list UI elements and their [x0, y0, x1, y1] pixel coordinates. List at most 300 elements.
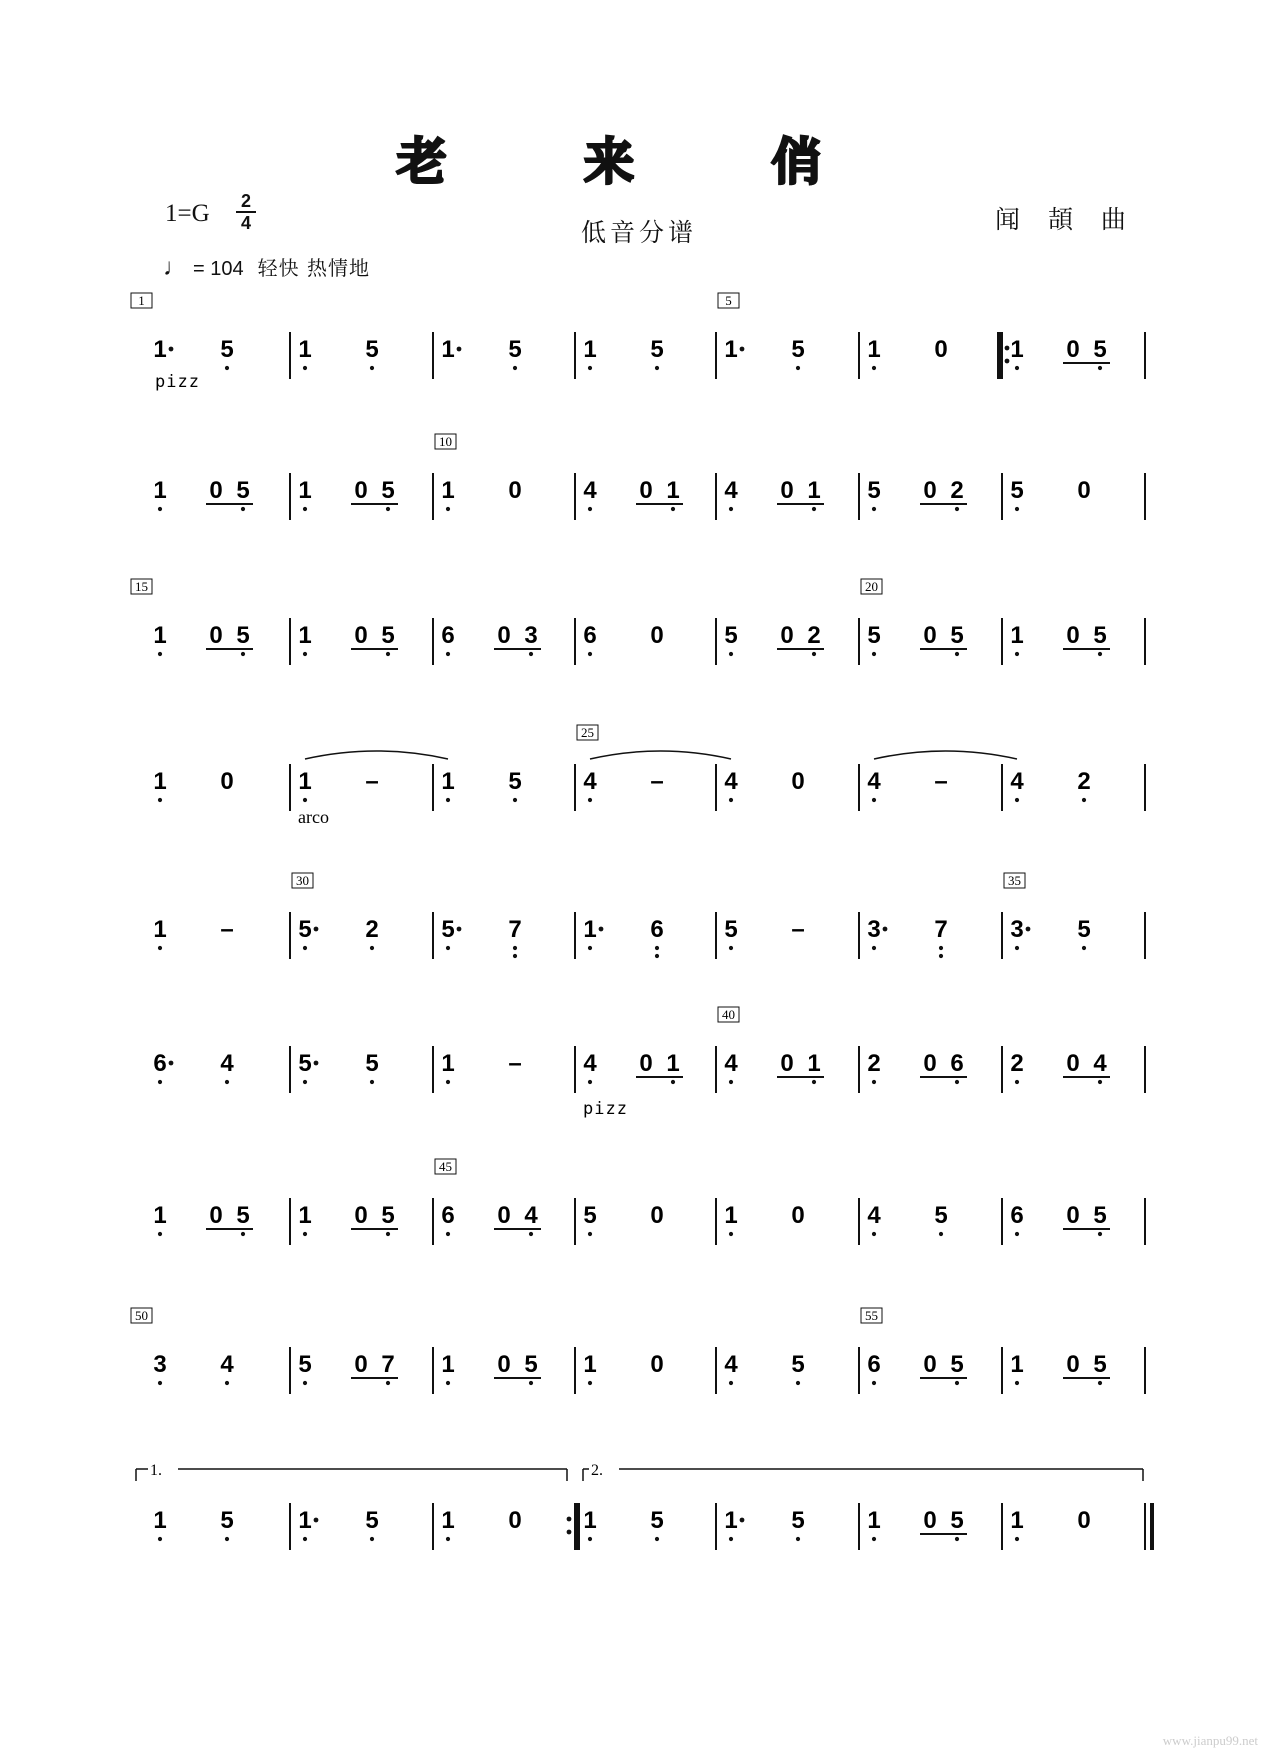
measure-number: 55: [865, 1308, 878, 1323]
note: 1: [441, 336, 455, 363]
note: 2: [950, 477, 964, 504]
measure-number: 30: [296, 873, 309, 888]
note: 5: [298, 916, 312, 943]
octave-dot-low: [1098, 1080, 1102, 1084]
measure-number: 5: [725, 293, 732, 308]
octave-dot-low: [812, 507, 816, 511]
dot-augmentation: [457, 347, 462, 352]
dot-augmentation: [314, 1518, 319, 1523]
octave-dot-low: [529, 1232, 533, 1236]
note: 1: [583, 916, 597, 943]
note: 4: [1093, 1050, 1107, 1077]
octave-dot-low: [158, 1080, 162, 1084]
note: 1: [298, 768, 312, 795]
note: 0: [209, 477, 223, 504]
octave-dot-low: [303, 1537, 307, 1541]
note: 5: [934, 1202, 948, 1229]
time-signature-bottom: 4: [240, 213, 251, 233]
score-title: 老 来 俏: [396, 133, 882, 191]
tie-arc: [874, 751, 1017, 759]
note: 1: [298, 477, 312, 504]
octave-dot-low: [655, 946, 659, 950]
note: 5: [791, 1507, 805, 1534]
octave-dot-low: [955, 1537, 959, 1541]
octave-dot-low: [671, 1080, 675, 1084]
note: 5: [298, 1050, 312, 1077]
note: 1: [153, 916, 167, 943]
octave-dot-low: [729, 1381, 733, 1385]
note: 1: [153, 768, 167, 795]
repeat-dot: [567, 1530, 572, 1535]
note: 5: [220, 1507, 234, 1534]
note: 5: [950, 1351, 964, 1378]
tie-arc: [305, 751, 448, 759]
note: 0: [508, 477, 522, 504]
note: 6: [867, 1351, 881, 1378]
octave-dot-low: [241, 507, 245, 511]
time-signature-top: 2: [240, 191, 251, 211]
octave-dot-low: [158, 652, 162, 656]
octave-dot-low: [225, 1537, 229, 1541]
note: 0: [1066, 622, 1080, 649]
dot-augmentation: [457, 927, 462, 932]
note: 1: [441, 1050, 455, 1077]
octave-dot-low: [303, 1080, 307, 1084]
note: 2: [867, 1050, 881, 1077]
note: 1: [441, 768, 455, 795]
note: 3: [153, 1351, 167, 1378]
octave-dot-low: [872, 652, 876, 656]
octave-dot-low: [729, 1080, 733, 1084]
note: 0: [354, 622, 368, 649]
quarter-note-icon: ♩: [163, 254, 187, 281]
octave-dot-low: [729, 652, 733, 656]
octave-dot-low: [1015, 652, 1019, 656]
measure-number: 45: [439, 1159, 452, 1174]
note: 4: [867, 768, 881, 795]
octave-dot-low: [796, 1537, 800, 1541]
note: –: [220, 916, 234, 943]
note: 1: [807, 477, 821, 504]
note: 1: [1010, 1351, 1024, 1378]
octave-dot-low: [872, 798, 876, 802]
measure-number: 25: [581, 725, 594, 740]
octave-dot-low: [939, 1232, 943, 1236]
octave-dot-low: [1015, 1232, 1019, 1236]
note: 0: [923, 1507, 937, 1534]
octave-dot-low: [370, 1537, 374, 1541]
octave-dot-low: [1015, 366, 1019, 370]
octave-dot-low: [872, 1232, 876, 1236]
volta-second-label: 2.: [591, 1462, 603, 1479]
note: 4: [583, 1050, 597, 1077]
octave-dot-low: [241, 652, 245, 656]
note: 1: [153, 1202, 167, 1229]
note: –: [934, 768, 948, 795]
octave-dot-low: [939, 954, 943, 958]
note: 0: [508, 1507, 522, 1534]
octave-dot-low: [446, 946, 450, 950]
octave-dot-low: [1098, 1232, 1102, 1236]
octave-dot-low: [513, 946, 517, 950]
octave-dot-low: [370, 366, 374, 370]
note: 1: [1010, 1507, 1024, 1534]
note: 1: [583, 1351, 597, 1378]
note: 1: [298, 622, 312, 649]
note: 1: [724, 1507, 738, 1534]
note: 5: [508, 768, 522, 795]
note: 1: [153, 336, 167, 363]
octave-dot-low: [872, 946, 876, 950]
note: 2: [365, 916, 379, 943]
pizz-instruction: pizz: [583, 1099, 628, 1119]
note: 5: [381, 622, 395, 649]
octave-dot-low: [796, 1381, 800, 1385]
octave-dot-low: [303, 1381, 307, 1385]
note: 6: [583, 622, 597, 649]
octave-dot-low: [939, 946, 943, 950]
note: 0: [1077, 1507, 1091, 1534]
note: 4: [724, 1050, 738, 1077]
note: 0: [1066, 1050, 1080, 1077]
dot-augmentation: [314, 927, 319, 932]
note: 6: [441, 1202, 455, 1229]
note: 5: [1093, 336, 1107, 363]
octave-dot-low: [446, 1080, 450, 1084]
note: 5: [298, 1351, 312, 1378]
note: 1: [1010, 622, 1024, 649]
octave-dot-low: [1082, 946, 1086, 950]
octave-dot-low: [225, 1080, 229, 1084]
note: 0: [923, 1351, 937, 1378]
composer: 闻 頡 曲: [995, 205, 1136, 234]
note: 0: [209, 622, 223, 649]
note: 5: [236, 477, 250, 504]
note: 0: [650, 1202, 664, 1229]
note: 0: [497, 1351, 511, 1378]
note: 2: [1010, 1050, 1024, 1077]
octave-dot-low: [812, 652, 816, 656]
octave-dot-low: [729, 798, 733, 802]
note: 6: [650, 916, 664, 943]
octave-dot-low: [655, 1537, 659, 1541]
octave-dot-low: [158, 507, 162, 511]
octave-dot-low: [1098, 1381, 1102, 1385]
dot-augmentation: [169, 1061, 174, 1066]
arco-instruction: arco: [298, 807, 329, 827]
repeat-dot: [567, 1517, 572, 1522]
note: 5: [381, 477, 395, 504]
note: 5: [236, 622, 250, 649]
note: 2: [1077, 768, 1091, 795]
octave-dot-low: [386, 1381, 390, 1385]
note: 2: [807, 622, 821, 649]
octave-dot-low: [1015, 798, 1019, 802]
octave-dot-low: [872, 1381, 876, 1385]
octave-dot-low: [386, 507, 390, 511]
measure-number: 50: [135, 1308, 148, 1323]
octave-dot-low: [1082, 798, 1086, 802]
octave-dot-low: [158, 798, 162, 802]
note: 0: [639, 477, 653, 504]
note: 5: [524, 1351, 538, 1378]
note: 4: [583, 477, 597, 504]
note: –: [365, 768, 379, 795]
note: 6: [153, 1050, 167, 1077]
note: 1: [1010, 336, 1024, 363]
note: 0: [497, 622, 511, 649]
note: 4: [867, 1202, 881, 1229]
octave-dot-low: [446, 1537, 450, 1541]
note: 1: [724, 1202, 738, 1229]
note: 1: [441, 1507, 455, 1534]
note: –: [508, 1050, 522, 1077]
note: 0: [497, 1202, 511, 1229]
note: 5: [1093, 622, 1107, 649]
note: 1: [153, 477, 167, 504]
octave-dot-low: [796, 366, 800, 370]
note: 1: [867, 336, 881, 363]
octave-dot-low: [588, 1080, 592, 1084]
note: 0: [791, 768, 805, 795]
octave-dot-low: [513, 954, 517, 958]
key-signature: 1=G: [165, 200, 210, 227]
octave-dot-low: [529, 1381, 533, 1385]
octave-dot-low: [1015, 1381, 1019, 1385]
octave-dot-low: [513, 798, 517, 802]
octave-dot-low: [872, 1537, 876, 1541]
octave-dot-low: [225, 366, 229, 370]
note: 5: [508, 336, 522, 363]
note: 1: [153, 622, 167, 649]
octave-dot-low: [955, 652, 959, 656]
note: 1: [441, 477, 455, 504]
octave-dot-low: [303, 1232, 307, 1236]
octave-dot-low: [386, 652, 390, 656]
octave-dot-low: [446, 798, 450, 802]
note: 3: [524, 622, 538, 649]
octave-dot-low: [729, 946, 733, 950]
note: 4: [724, 477, 738, 504]
octave-dot-low: [370, 1080, 374, 1084]
note: 5: [583, 1202, 597, 1229]
octave-dot-low: [303, 946, 307, 950]
note: 0: [1077, 477, 1091, 504]
octave-dot-low: [872, 366, 876, 370]
note: 5: [724, 622, 738, 649]
octave-dot-low: [729, 1537, 733, 1541]
measure-number: 15: [135, 579, 148, 594]
note: 4: [583, 768, 597, 795]
octave-dot-low: [729, 507, 733, 511]
note: 0: [791, 1202, 805, 1229]
note: 5: [365, 1507, 379, 1534]
note: 0: [354, 1202, 368, 1229]
note: 5: [867, 622, 881, 649]
dot-augmentation: [740, 1518, 745, 1523]
note: 3: [1010, 916, 1024, 943]
octave-dot-low: [1015, 1537, 1019, 1541]
note: 1: [153, 1507, 167, 1534]
tie-arc: [590, 751, 731, 759]
note: 6: [441, 622, 455, 649]
octave-dot-low: [446, 507, 450, 511]
octave-dot-low: [158, 1381, 162, 1385]
note: 0: [780, 477, 794, 504]
note: 1: [298, 336, 312, 363]
note: 5: [791, 336, 805, 363]
measure-number: 10: [439, 434, 452, 449]
octave-dot-low: [513, 366, 517, 370]
note: 1: [583, 1507, 597, 1534]
measure-number: 40: [722, 1007, 735, 1022]
note: 1: [298, 1507, 312, 1534]
octave-dot-low: [955, 1381, 959, 1385]
octave-dot-low: [588, 652, 592, 656]
tempo-value: = 104: [193, 258, 244, 280]
note: 5: [950, 622, 964, 649]
octave-dot-low: [872, 507, 876, 511]
octave-dot-low: [729, 1232, 733, 1236]
octave-dot-low: [158, 946, 162, 950]
note: 5: [650, 1507, 664, 1534]
octave-dot-low: [158, 1232, 162, 1236]
octave-dot-low: [446, 1232, 450, 1236]
octave-dot-low: [671, 507, 675, 511]
octave-dot-low: [529, 652, 533, 656]
octave-dot-low: [303, 652, 307, 656]
note: 5: [236, 1202, 250, 1229]
expression-text: 轻快 热情地: [257, 256, 370, 280]
note: 5: [441, 916, 455, 943]
repeat-dot: [1005, 346, 1010, 351]
note: 7: [381, 1351, 395, 1378]
octave-dot-low: [225, 1381, 229, 1385]
note: 5: [1093, 1351, 1107, 1378]
note: 5: [867, 477, 881, 504]
octave-dot-low: [241, 1232, 245, 1236]
note: 1: [867, 1507, 881, 1534]
dot-augmentation: [314, 1061, 319, 1066]
octave-dot-low: [446, 652, 450, 656]
note: 5: [950, 1507, 964, 1534]
note: 0: [650, 1351, 664, 1378]
note: 5: [650, 336, 664, 363]
note: 0: [934, 336, 948, 363]
dot-augmentation: [169, 347, 174, 352]
dot-augmentation: [740, 347, 745, 352]
note: 0: [354, 477, 368, 504]
note: –: [791, 916, 805, 943]
note: 1: [441, 1351, 455, 1378]
note: 4: [724, 768, 738, 795]
octave-dot-low: [955, 507, 959, 511]
note: 4: [1010, 768, 1024, 795]
note: 5: [381, 1202, 395, 1229]
octave-dot-low: [588, 1232, 592, 1236]
note: 0: [1066, 1351, 1080, 1378]
note: 0: [1066, 336, 1080, 363]
note: 0: [639, 1050, 653, 1077]
octave-dot-low: [1015, 1080, 1019, 1084]
octave-dot-low: [303, 366, 307, 370]
octave-dot-low: [303, 507, 307, 511]
octave-dot-low: [655, 366, 659, 370]
note: 5: [220, 336, 234, 363]
octave-dot-low: [386, 1232, 390, 1236]
octave-dot-low: [1015, 507, 1019, 511]
note: 7: [934, 916, 948, 943]
note: 4: [220, 1050, 234, 1077]
octave-dot-low: [588, 946, 592, 950]
octave-dot-low: [303, 798, 307, 802]
measure-number: 1: [138, 293, 145, 308]
note: 0: [209, 1202, 223, 1229]
note: 1: [724, 336, 738, 363]
score-subtitle: 低音分谱: [580, 218, 697, 247]
note: 4: [724, 1351, 738, 1378]
octave-dot-low: [588, 1381, 592, 1385]
octave-dot-low: [446, 1381, 450, 1385]
octave-dot-low: [955, 1080, 959, 1084]
note: 1: [666, 1050, 680, 1077]
octave-dot-low: [1098, 652, 1102, 656]
dot-augmentation: [1026, 927, 1031, 932]
note: 5: [1093, 1202, 1107, 1229]
dot-augmentation: [883, 927, 888, 932]
note: 0: [923, 1050, 937, 1077]
note: 3: [867, 916, 881, 943]
note: 1: [298, 1202, 312, 1229]
note: 4: [524, 1202, 538, 1229]
note: 4: [220, 1351, 234, 1378]
note: 5: [365, 336, 379, 363]
note: 6: [1010, 1202, 1024, 1229]
octave-dot-low: [812, 1080, 816, 1084]
note: 0: [650, 622, 664, 649]
octave-dot-low: [588, 366, 592, 370]
note: 5: [724, 916, 738, 943]
repeat-dot: [1005, 359, 1010, 364]
measure-number: 20: [865, 579, 878, 594]
octave-dot-low: [588, 507, 592, 511]
note: 1: [583, 336, 597, 363]
note: 0: [780, 622, 794, 649]
octave-dot-low: [370, 946, 374, 950]
pizz-instruction: pizz: [155, 372, 200, 392]
note: 1: [807, 1050, 821, 1077]
watermark: www.jianpu99.net: [1162, 1733, 1258, 1748]
octave-dot-low: [588, 798, 592, 802]
note: 5: [1077, 916, 1091, 943]
octave-dot-low: [1015, 946, 1019, 950]
octave-dot-low: [655, 954, 659, 958]
octave-dot-low: [872, 1080, 876, 1084]
octave-dot-low: [588, 1537, 592, 1541]
note: 0: [923, 477, 937, 504]
note: 7: [508, 916, 522, 943]
note: 5: [791, 1351, 805, 1378]
note: 5: [365, 1050, 379, 1077]
note: 0: [1066, 1202, 1080, 1229]
octave-dot-low: [158, 1537, 162, 1541]
dot-augmentation: [599, 927, 604, 932]
note: 6: [950, 1050, 964, 1077]
volta-first-label: 1.: [150, 1462, 162, 1479]
note: 0: [780, 1050, 794, 1077]
note: 0: [923, 622, 937, 649]
note: 1: [666, 477, 680, 504]
